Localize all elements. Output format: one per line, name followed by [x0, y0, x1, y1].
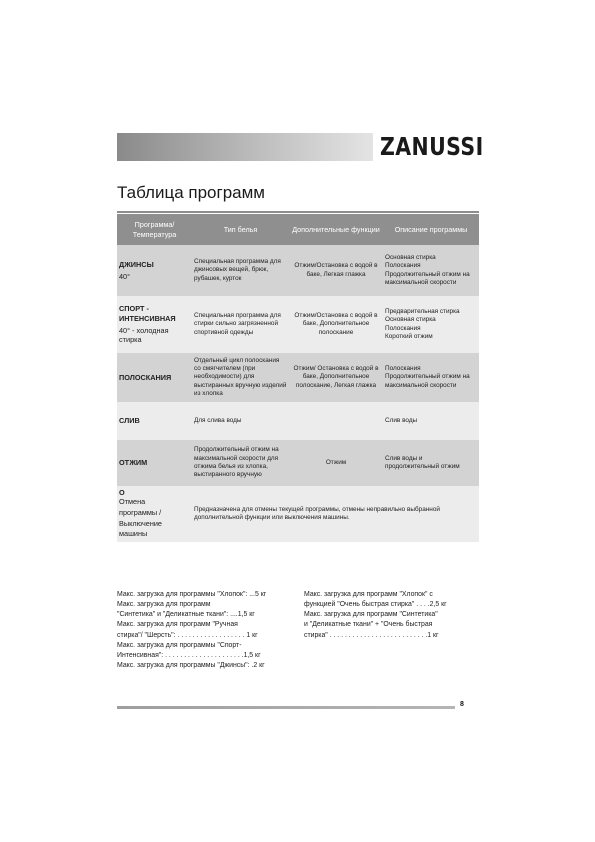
description-line: Полоскания	[385, 262, 421, 270]
description-cell	[383, 296, 479, 353]
program-cell	[117, 296, 192, 353]
functions-cell: Отжим/Остановка с водой в баке, Легкая глажка	[289, 245, 383, 296]
cancel-label-line: машины	[119, 529, 148, 539]
column-header-description: Описание программы	[383, 214, 479, 245]
description-line: Основная стирка	[385, 253, 436, 261]
load-note-line: Макс. загрузка для программы "Джинсы": .2 кг	[117, 661, 265, 669]
cancel-symbol: O	[119, 488, 125, 497]
functions-cell: Отжим/Остановка с водой в баке, Дополнительное полоскание	[289, 296, 383, 353]
description-cell	[383, 402, 479, 440]
cancel-label-line: Выключение	[119, 518, 162, 528]
column-header-functions: Дополнительные функции	[289, 214, 383, 245]
load-note-line: стирка" . . . . . . . . . . . . . . . . . . . . . . . . . .1 кг	[304, 631, 439, 639]
load-note-line: Макс. загрузка для программы "Спорт-	[117, 641, 242, 649]
program-name: СПОРТ - ИНТЕНСИВНАЯ	[119, 304, 176, 323]
title-divider	[117, 211, 479, 213]
description-line: Полоскания	[385, 365, 421, 372]
load-notes-right	[304, 590, 479, 641]
description-cell	[383, 440, 479, 486]
table-row	[117, 245, 479, 296]
description-line: Продолжительный отжим на максимальной скорости	[385, 373, 470, 389]
description-line: Предварительная стирка	[385, 307, 460, 315]
laundry-type-cell: Продолжительный отжим на максимальной скорости для отжима белья из хлопка, выстиранного вручную	[192, 440, 289, 486]
table-row	[117, 353, 479, 402]
program-temperature: 40° - холодная стирка	[119, 326, 169, 345]
description-cell	[383, 353, 479, 402]
program-cell	[117, 402, 192, 440]
functions-cell: Отжим	[289, 440, 383, 486]
description-line: Короткий отжим	[385, 332, 433, 340]
cancel-description: Предназначена для отмены текущей программы, отмены неправильно выбранной дополнительной функции или выключения машины.	[192, 486, 479, 542]
table-header-row	[117, 214, 479, 245]
table-row	[117, 440, 479, 486]
load-note-line: Макс. загрузка для программ "Ручная	[117, 621, 238, 629]
brand-logo: ZANUSSI	[380, 132, 484, 161]
table-row	[117, 402, 479, 440]
description-line: Основная стирка	[385, 316, 436, 324]
program-name: ДЖИНСЫ	[119, 259, 154, 269]
load-note-line: стирка"/ "Шерсть": . . . . . . . . . . . . . . . . . . 1 кг	[117, 631, 258, 639]
laundry-type-cell: Специальная программа для стирки сильно загрязненной спортивной одежды	[192, 296, 289, 353]
functions-cell: Отжим/ Остановка с водой в баке, Дополнительное полоскание, Легкая глажка	[289, 353, 383, 402]
functions-cell	[289, 402, 383, 440]
cancel-program-cell	[117, 486, 192, 542]
load-note-line: Макс. загрузка для программ	[117, 601, 211, 609]
program-name: СЛИВ	[119, 416, 140, 426]
load-note-line: и "Деликатные ткани" + "Очень быстрая	[304, 621, 433, 629]
description-line: Слив воды и продолжительный отжим	[385, 454, 460, 470]
load-note-line: функцией "Очень быстрая стирка" . . . .2,5 кг	[304, 601, 447, 609]
laundry-type-cell: Отдельный цикл полоскания со смягчителем (при необходимости) для выстиранных вручную изделий из хлопка	[192, 353, 289, 402]
header-gradient-bar	[117, 133, 373, 161]
program-cell	[117, 245, 192, 296]
cancel-row	[117, 486, 479, 542]
cancel-label-line: Отмена	[119, 497, 146, 507]
column-header-program: Программа/ Температура	[117, 214, 192, 245]
load-notes-left	[117, 590, 289, 671]
program-cell	[117, 440, 192, 486]
column-header-type: Тип белья	[192, 214, 289, 245]
program-name: ОТЖИМ	[119, 458, 148, 468]
page-number: 8	[460, 701, 464, 708]
cancel-label-line: программы /	[119, 508, 162, 518]
program-cell	[117, 353, 192, 402]
load-note-line: "Синтетика" и "Деликатные ткани": ....1,5 кг	[117, 611, 255, 619]
laundry-type-cell: Специальная программа для джинсовых вещей, брюк, рубашек, курток	[192, 245, 289, 296]
program-temperature: 40°	[119, 272, 131, 281]
description-line: Слив воды	[385, 416, 418, 424]
load-note-line: Макс. загрузка для программ "Хлопок" с	[304, 591, 433, 598]
load-note-line: Макс. загрузка для программ "Синтетика"	[304, 611, 438, 619]
footer-divider	[117, 706, 455, 709]
description-cell	[383, 245, 479, 296]
description-line: Продолжительный отжим на максимальной скорости	[385, 270, 470, 286]
programs-table	[117, 214, 479, 542]
program-name: ПОЛОСКАНИЯ	[119, 372, 172, 382]
load-note-line: Интенсивная": . . . . . . . . . . . . . . . . . . . . .1,5 кг	[117, 651, 261, 659]
load-note-line: Макс. загрузка для программы "Хлопок": ...5 кг	[117, 591, 267, 598]
description-line: Полоскания	[385, 324, 421, 332]
page-title: Таблица программ	[117, 183, 265, 202]
table-row	[117, 296, 479, 353]
laundry-type-cell: Для слива воды	[192, 402, 289, 440]
